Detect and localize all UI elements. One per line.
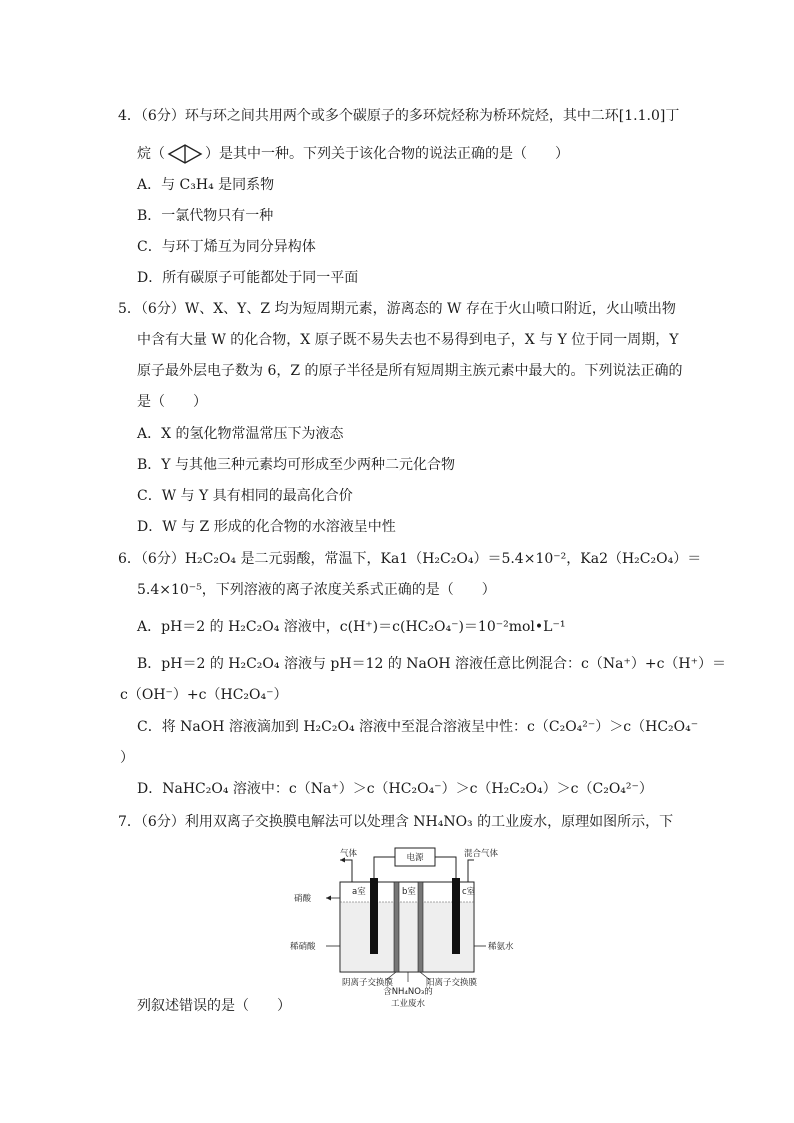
anion-membrane-label: 阴离子交换膜 <box>342 978 394 988</box>
q6-option-c-line1: C．将 NaOH 溶液滴加到 H₂C₂O₄ 溶液中至混合溶液呈中性：c（C₂O₄²⁻）＞c（HC₂O₄⁻ <box>137 719 699 735</box>
q6-option-a: A．pH＝2 的 H₂C₂O₄ 溶液中，c(H⁺)＝c(HC₂O₄⁻)＝10⁻²mol•L⁻¹ <box>137 619 566 635</box>
q4-line2-post: ）是其中一种。下列关于该化合物的说法正确的是（ ） <box>205 146 569 162</box>
q4-option-d: D．所有碳原子可能都处于同一平面 <box>137 270 359 286</box>
q6-option-b-line2: c（OH⁻）+c（HC₂O₄⁻） <box>120 687 288 703</box>
dilute-nitric-label: 稀硝酸 <box>290 942 316 952</box>
q5-option-c: C．W 与 Y 具有相同的最高化合价 <box>137 488 353 504</box>
cation-membrane-label: 阳离子交换膜 <box>426 978 478 988</box>
q5-option-a: A．X 的氢化物常温常压下为液态 <box>137 426 344 442</box>
q6-option-c-line2: ） <box>120 750 134 766</box>
q4-option-a: A．与 C₃H₄ 是同系物 <box>137 177 275 193</box>
q6-line1: 6．（6分）H₂C₂O₄ 是二元弱酸，常温下，Ka1（H₂C₂O₄）＝5.4×10⁻²，Ka2（H₂C₂O₄）＝ <box>118 551 702 567</box>
waste-label-2: 工业废水 <box>390 999 426 1009</box>
room-b-label: b室 <box>402 887 416 897</box>
electrolysis-diagram <box>290 842 520 1012</box>
nitric-acid-label: 硝酸 <box>294 894 312 904</box>
q6-line2: 5.4×10⁻⁵，下列溶液的离子浓度关系式正确的是（ ） <box>137 582 496 598</box>
q5-line1: 5．（6分）W、X、Y、Z 均为短周期元素，游离态的 W 存在于火山喷口附近，火山喷出物 <box>118 301 676 317</box>
cation-membrane <box>418 882 423 972</box>
q5-line4: 是（ ） <box>137 394 207 410</box>
q6-option-d: D．NaHC₂O₄ 溶液中：c（Na⁺）＞c（HC₂O₄⁻）＞c（H₂C₂O₄）＞c（C₂O₄²⁻） <box>137 781 653 797</box>
anion-membrane <box>394 882 399 972</box>
waste-label-1: 含NH₄NO₃的 <box>383 987 433 997</box>
q5-option-b: B．Y 与其他三种元素均可形成至少两种二元化合物 <box>137 457 455 473</box>
room-c-label: c室 <box>462 887 476 897</box>
power-label: 电源 <box>406 853 424 863</box>
q7-line1: 7．（6分）利用双离子交换膜电解法可以处理含 NH₄NO₃ 的工业废水，原理如图所示，下 <box>118 814 674 830</box>
bicyclobutane-structure-icon <box>167 143 203 165</box>
room-a-label: a室 <box>352 887 366 897</box>
right-electrode <box>452 878 460 954</box>
dilute-ammonia-label: 稀氨水 <box>488 942 514 952</box>
q4-option-c: C．与环丁烯互为同分异构体 <box>137 239 316 255</box>
q5-line3: 原子最外层电子数为 6，Z 的原子半径是所有短周期主族元素中最大的。下列说法正确的 <box>137 363 683 379</box>
q4-line1: 4．（6分）环与环之间共用两个或多个碳原子的多环烷烃称为桥环烷烃，其中二环[1.1.0]丁 <box>118 108 680 124</box>
q5-line2: 中含有大量 W 的化合物，X 原子既不易失去也不易得到电子，X 与 Y 位于同一周期，Y <box>137 332 679 348</box>
q4-line2 <box>137 143 569 165</box>
q5-option-d: D．W 与 Z 形成的化合物的水溶液呈中性 <box>137 519 396 535</box>
left-electrode <box>370 878 378 954</box>
q4-option-b: B．一氯代物只有一种 <box>137 208 274 224</box>
gas-right-label: 混合气体 <box>464 849 499 859</box>
q4-line2-pre: 烷（ <box>137 146 165 162</box>
q7-line2: 列叙述错误的是（ ） <box>137 998 291 1014</box>
q6-option-b-line1: B．pH＝2 的 H₂C₂O₄ 溶液与 pH＝12 的 NaOH 溶液任意比例混合：c（Na⁺）+c（H⁺）＝ <box>137 656 727 672</box>
gas-left-label: 气体 <box>340 849 358 859</box>
